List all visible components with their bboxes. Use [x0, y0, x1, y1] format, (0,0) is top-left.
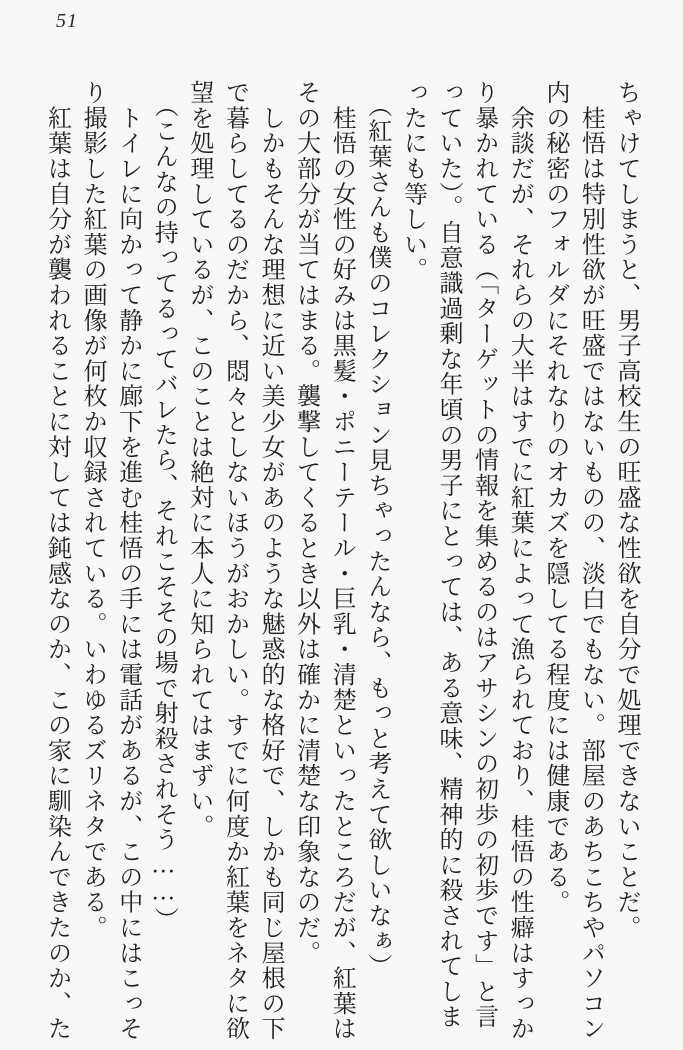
text-line: その大部分が当てはまる。襲撃してくるとき以外は確かに清楚な印象なのだ。 [292, 80, 319, 966]
text-line: トイレに向かって静かに廊下を進む桂悟の手には電話があるが、この中にはこっそ [114, 80, 141, 1042]
page-number: 51 [56, 10, 78, 32]
text-line: （紅葉さんも僕のコレクション見ちゃったんなら、もっと考えて欲しいなぁ） [363, 80, 390, 979]
text-line: しかもそんな理想に近い美少女があのような魅惑的な格好で、しかも同じ屋根の下 [257, 80, 284, 1042]
text-line: で暮らしてるのだから、悶々としないほうがおかしい。すでに何度か紅葉をネタに欲 [221, 80, 248, 1042]
text-line: ちゃけてしまうと、男子高校生の旺盛な性欲を自分で処理できないことだ。 [613, 80, 639, 941]
text-line: 望を処理しているが、このことは絶対に本人に知られてはまずい。 [185, 80, 212, 839]
text-line: ったにも等しい。 [399, 80, 426, 283]
text-line: り撮影した紅葉の画像が何枚か収録されている。いわゆるズリネタである。 [79, 80, 106, 941]
text-line: 桂悟の女性の好みは黒髪・ポニーテール・巨乳・清楚といったところだが、紅葉は [328, 80, 355, 1042]
text-line: り暴かれている（「ターゲットの情報を集めるのはアサシンの初歩の初歩です」と言 [470, 80, 497, 1030]
text-line: っていた）。自意識過剰な年頃の男子にとっては、ある意味、精神的に殺されてしま [435, 80, 462, 1030]
text-line: 内の秘密のフォルダにそれなりのオカズを隠してる程度には健康である。 [541, 80, 568, 915]
text-line: 桂悟は特別性欲が旺盛ではないものの、淡白でもない。部屋のあちこちやパソコン [577, 80, 604, 1042]
text-block [38, 80, 643, 1045]
text-line: 余談だが、それらの大半はすでに紅葉によって漁られており、桂悟の性癖はすっか [506, 80, 533, 1042]
text-line: （こんなの持ってるってバレたら、それこそその場で射殺されそう……） [150, 80, 177, 933]
text-line: 紅葉は自分が襲われることに対しては鈍感なのか、この家に馴染んできたのか、た [43, 80, 70, 1042]
